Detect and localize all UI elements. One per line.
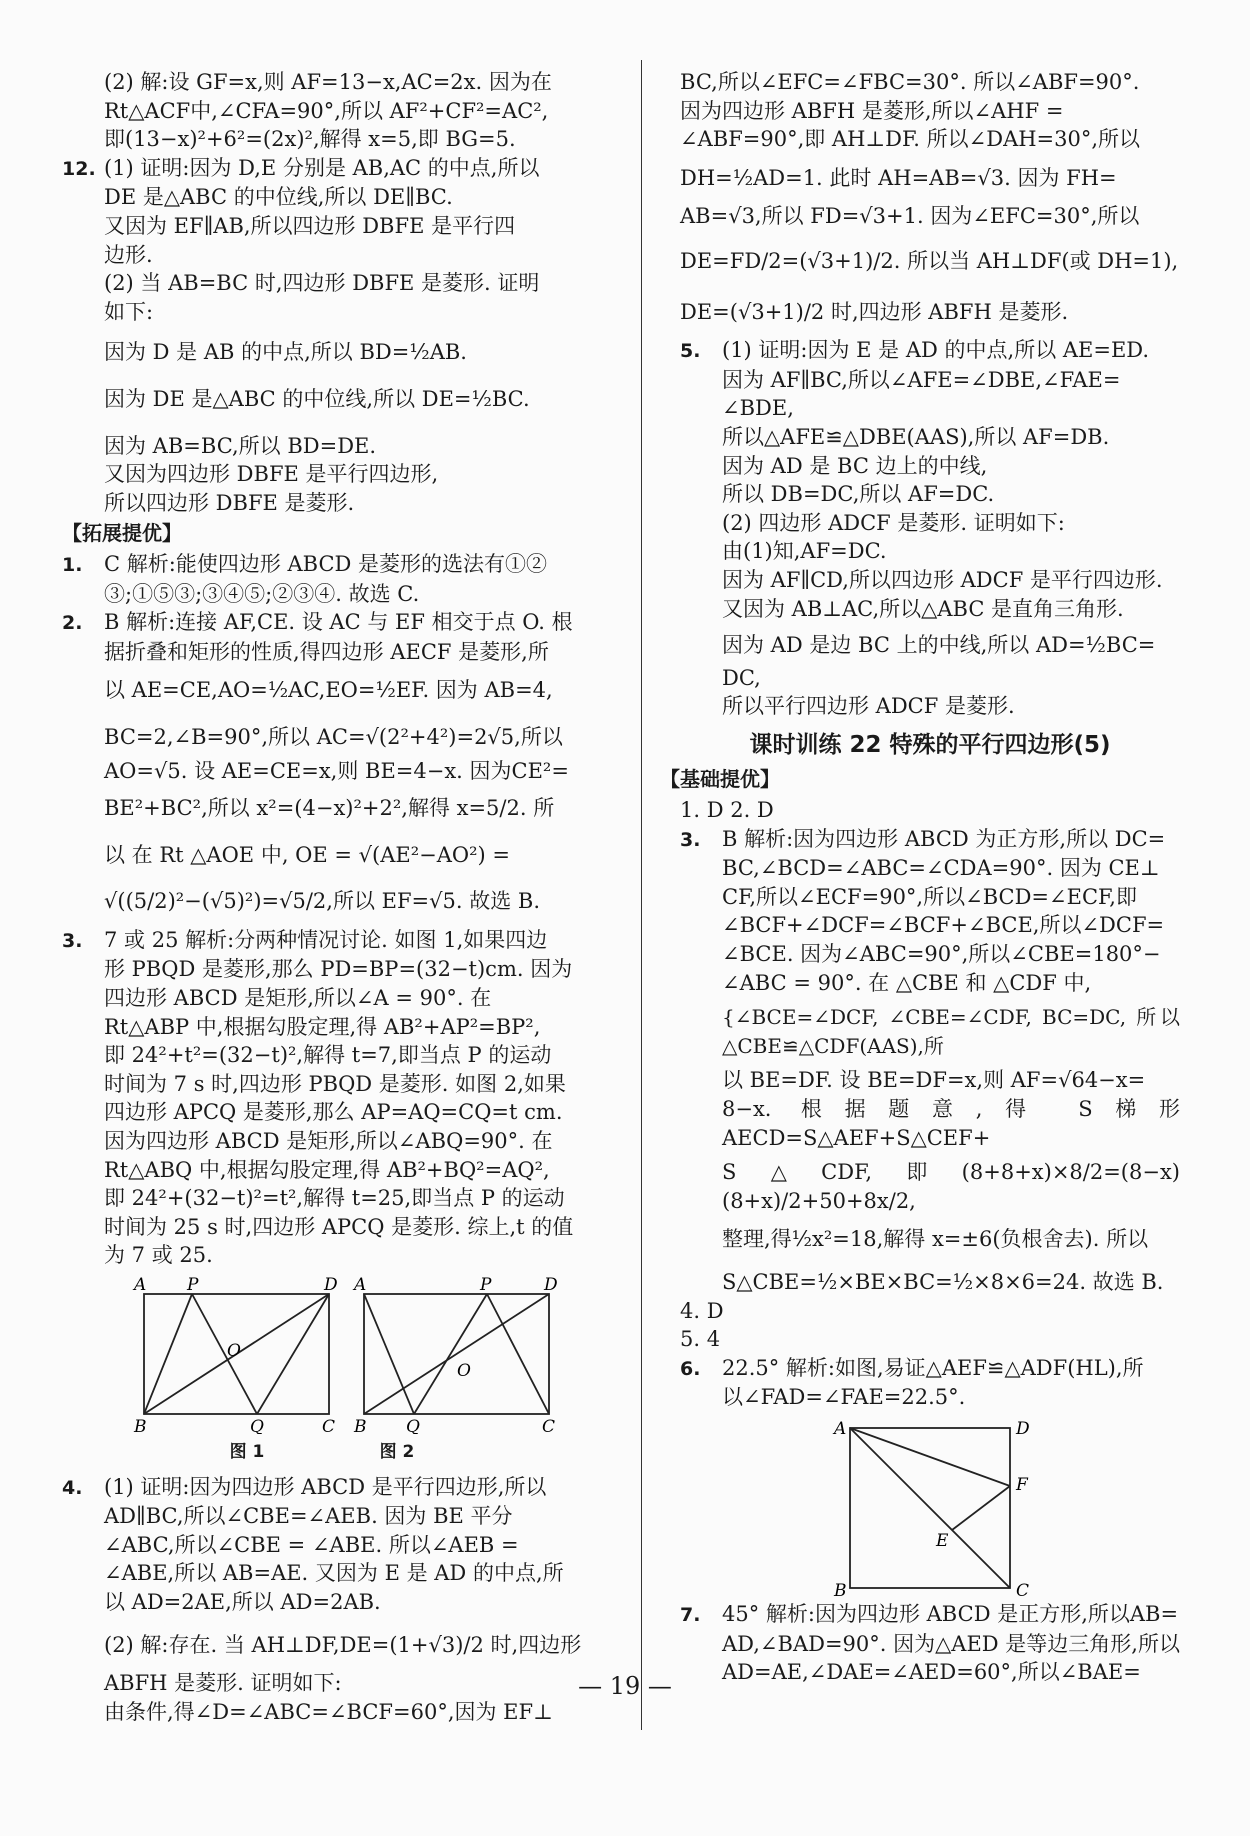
- text-line: (1) 证明:因为 E 是 AD 的中点,所以 AE=ED.: [722, 338, 1150, 363]
- text-line: {∠BCE=∠DCF, ∠CBE=∠CDF, BC=DC, 所以△CBE≌△CDF(AAS),所: [722, 1005, 1180, 1058]
- text-line: 又因为四边形 DBFE 是平行四边形,: [104, 462, 439, 487]
- text-line: AD=AE,∠DAE=∠AED=60°,所以∠BAE=: [722, 1660, 1141, 1685]
- text-line: 时间为 25 s 时,四边形 APCQ 是菱形. 综上,t 的值: [104, 1214, 574, 1239]
- text-line: 以 BE=DF. 设 BE=DF=x,则 AF=√64−x=: [722, 1068, 1146, 1093]
- text-line: Rt△ABP 中,根据勾股定理,得 AB²+AP²=BP²,: [104, 1014, 541, 1039]
- text-line: DE=(√3+1)/2 时,四边形 ABFH 是菱形.: [680, 299, 1069, 324]
- text-line: 即(13−x)²+6²=(2x)²,解得 x=5,即 BG=5.: [104, 127, 516, 152]
- lesson-title: 课时训练 22 特殊的平行四边形(5): [749, 731, 1111, 758]
- answer-1: [62, 550, 614, 580]
- text-line: (2) 解:存在. 当 AH⊥DF,DE=(1+√3)/2 时,四边形: [104, 1632, 582, 1657]
- text-line: 因为 DE 是△ABC 的中位线,所以 DE=½BC.: [104, 386, 530, 411]
- answers-1-2: 1. D 2. D: [680, 798, 774, 823]
- text-line: 8−x. 根据题意,得 S梯形AECD=S△AEF+S△CEF+: [722, 1097, 1180, 1150]
- diagonal-bd: [364, 1294, 549, 1414]
- label-q: Q: [250, 1416, 264, 1434]
- text-line: (2) 解:设 GF=x,则 AF=13−x,AC=2x. 因为在: [104, 70, 552, 94]
- label-a: A: [134, 1274, 147, 1295]
- segment-fe: [952, 1486, 1010, 1530]
- label-a: A: [354, 1274, 367, 1295]
- figure-2-caption: 图 2: [379, 1441, 415, 1462]
- text-line: S△CDF,即(8+8+x)×8/2=(8−x)(8+x)/2+50+8x/2,: [722, 1160, 1180, 1213]
- text-line: 由条件,得∠D=∠ABC=∠BCF=60°,因为 EF⊥: [104, 1699, 553, 1724]
- text-line: 因为 AD 是边 BC 上的中线,所以 AD=½BC=: [722, 633, 1156, 658]
- text-line: 形 PBQD 是菱形,那么 PD=BP=(32−t)cm. 因为: [104, 957, 573, 982]
- segment-af: [850, 1428, 1010, 1486]
- text-line: ③;①⑤③;③④⑤;②③④. 故选 C.: [104, 581, 420, 606]
- text-line: (1) 证明:因为四边形 ABCD 是平行四边形,所以: [104, 1474, 547, 1499]
- question-number: 3.: [62, 929, 83, 952]
- text-line: 即 24²+t²=(32−t)²,解得 t=7,即当点 P 的运动: [104, 1043, 552, 1068]
- text-line: AO=√5. 设 AE=CE=x,则 BE=4−x. 因为CE²=: [104, 759, 569, 784]
- label-d: D: [1016, 1418, 1030, 1439]
- section-heading-extension: 【拓展提优】: [62, 521, 182, 546]
- label-b: B: [834, 1580, 847, 1596]
- label-o: O: [457, 1360, 471, 1381]
- text-line: 以 AD=2AE,所以 AD=2AB.: [104, 1589, 381, 1614]
- label-a: A: [834, 1418, 847, 1439]
- text-line: 所以四边形 DBFE 是菱形.: [104, 490, 355, 515]
- text-line: 因为 D 是 AB 的中点,所以 BD=½AB.: [104, 340, 467, 365]
- text-line: 由(1)知,AF=DC.: [722, 539, 887, 564]
- left-column: [62, 68, 614, 1726]
- question-number: 4.: [62, 1476, 83, 1499]
- text-line: Rt△ACF中,∠CFA=90°,所以 AF²+CF²=AC²,: [104, 98, 549, 123]
- text-line: 22.5° 解析:如图,易证△AEF≌△ADF(HL),所: [722, 1355, 1144, 1380]
- text-line: 边形.: [104, 242, 153, 267]
- text-line: (2) 四边形 ADCF 是菱形. 证明如下:: [722, 510, 1065, 535]
- label-p: P: [480, 1274, 492, 1295]
- label-d: D: [324, 1274, 338, 1295]
- square-figure: [830, 1416, 1050, 1596]
- question-number: 6.: [680, 1357, 701, 1380]
- question-12: [62, 154, 614, 184]
- text-line: 45° 解析:因为四边形 ABCD 是正方形,所以AB=: [722, 1601, 1179, 1626]
- question-number: 3.: [680, 828, 701, 851]
- label-b: B: [134, 1416, 147, 1434]
- text-line: 所以平行四边形 ADCF 是菱形.: [722, 694, 1015, 719]
- answer-2: [62, 608, 614, 638]
- text-line: 因为四边形 ABCD 是矩形,所以∠ABQ=90°. 在: [104, 1129, 553, 1153]
- text-line: 四边形 APCQ 是菱形,那么 AP=AQ=CQ=t cm.: [104, 1100, 563, 1125]
- text-line: B 解析:连接 AF,CE. 设 AC 与 EF 相交于点 O. 根: [104, 610, 573, 635]
- label-d: D: [544, 1274, 558, 1295]
- answer-5: 5. 4: [680, 1327, 721, 1352]
- text-line: DH=½AD=1. 此时 AH=AB=√3. 因为 FH=: [680, 165, 1117, 190]
- text-line: (1) 证明:因为 D,E 分别是 AB,AC 的中点,所以: [104, 155, 540, 180]
- text-line: 整理,得½x²=18,解得 x=±6(负根舍去). 所以: [722, 1227, 1149, 1252]
- text-line: AD∥BC,所以∠CBE=∠AEB. 因为 BE 平分: [104, 1504, 513, 1529]
- text-line: BC,所以∠EFC=∠FBC=30°. 所以∠ABF=90°.: [680, 70, 1140, 94]
- text-line: DE=FD/2=(√3+1)/2. 所以当 AH⊥DF(或 DH=1),: [680, 248, 1179, 273]
- text-line: 7 或 25 解析:分两种情况讨论. 如图 1,如果四边: [104, 927, 548, 952]
- figure-2: [364, 1294, 549, 1414]
- text-line: 以∠FAD=∠FAE=22.5°.: [722, 1385, 966, 1410]
- label-e: E: [936, 1530, 949, 1551]
- label-p: P: [187, 1274, 199, 1295]
- text-line: BE²+BC²,所以 x²=(4−x)²+2²,解得 x=5/2. 所: [104, 796, 555, 821]
- segment-aq: [364, 1294, 414, 1414]
- text-line: CF,所以∠ECF=90°,所以∠BCD=∠ECF,即: [722, 884, 1137, 909]
- text-line: BC,∠BCD=∠ABC=∠CDA=90°. 因为 CE⊥: [722, 856, 1160, 881]
- question-number: 2.: [62, 612, 83, 635]
- text-line: Rt△ABQ 中,根据勾股定理,得 AB²+BQ²=AQ²,: [104, 1157, 550, 1182]
- answer-3: [680, 825, 1180, 855]
- diagonal-ac: [850, 1428, 1010, 1588]
- question-5: [680, 336, 1180, 366]
- answer-4: 4. D: [680, 1298, 724, 1323]
- question-number: 5.: [680, 340, 701, 363]
- text-line: 即 24²+(32−t)²=t²,解得 t=25,即当点 P 的运动: [104, 1186, 565, 1211]
- segment-qd: [257, 1294, 329, 1414]
- question-number: 7.: [680, 1603, 701, 1626]
- text-line: DE 是△ABC 的中位线,所以 DE∥BC.: [104, 185, 453, 210]
- text-line: 据折叠和矩形的性质,得四边形 AECF 是菱形,所: [104, 639, 549, 664]
- text-line: AB=√3,所以 FD=√3+1. 因为∠EFC=30°,所以: [680, 204, 1140, 229]
- text-line: √((5/2)²−(√5)²)=√5/2,所以 EF=√5. 故选 B.: [104, 889, 541, 914]
- text-line: B 解析:因为四边形 ABCD 为正方形,所以 DC=: [722, 826, 1166, 851]
- section-heading-basic: 【基础提优】: [660, 767, 780, 792]
- answer-7: [680, 1600, 1180, 1630]
- segment-pb: [144, 1294, 192, 1414]
- text-line: 因为 AB=BC,所以 BD=DE.: [104, 433, 377, 458]
- column-divider: [641, 60, 642, 1730]
- text-line: BC=2,∠B=90°,所以 AC=√(2²+4²)=2√5,所以: [104, 724, 563, 749]
- text-line: ∠ABC,所以∠CBE = ∠ABE. 所以∠AEB =: [104, 1532, 519, 1557]
- page-number: — 19 —: [578, 1672, 672, 1700]
- figure-1-labels: [132, 1275, 338, 1434]
- text-line: ∠ABF=90°,即 AH⊥DF. 所以∠DAH=30°,所以: [680, 127, 1141, 152]
- segment-pq: [192, 1294, 257, 1414]
- label-f: F: [1016, 1474, 1028, 1495]
- answer-3: [62, 926, 614, 956]
- text-line: 时间为 7 s 时,四边形 PBQD 是菱形. 如图 2,如果: [104, 1071, 566, 1096]
- text-line: 如下:: [104, 299, 154, 324]
- text-line: 为 7 或 25.: [104, 1243, 213, 1268]
- text-line: ∠ABE,所以 AB=AE. 又因为 E 是 AD 的中点,所: [104, 1561, 564, 1586]
- segment-qp: [414, 1294, 487, 1414]
- text-line: ∠ABC = 90°. 在 △CBE 和 △CDF 中,: [722, 970, 1092, 995]
- text-line: 以 AE=CE,AO=½AC,EO=½EF. 因为 AB=4,: [104, 678, 553, 703]
- label-q: Q: [406, 1416, 420, 1434]
- segment-pc: [487, 1294, 549, 1414]
- text-line: 因为四边形 ABFH 是菱形,所以∠AHF =: [680, 98, 1064, 123]
- question-number: 12.: [62, 157, 96, 180]
- text-line: AD,∠BAD=90°. 因为△AED 是等边三角形,所以: [722, 1631, 1180, 1656]
- text-line: 所以 DB=DC,所以 AF=DC.: [722, 482, 995, 507]
- text-line: ∠BCE. 因为∠ABC=90°,所以∠CBE=180°−: [722, 942, 1161, 967]
- text-line: C 解析:能使四边形 ABCD 是菱形的选法有①②: [104, 551, 548, 576]
- text-line: 因为 AD 是 BC 边上的中线,: [722, 453, 988, 478]
- text-line: ∠BCF+∠DCF=∠BCF+∠BCE,所以∠DCF=: [722, 913, 1165, 938]
- text-line: (2) 当 AB=BC 时,四边形 DBFE 是菱形. 证明: [104, 271, 540, 296]
- text-line: 因为 AF∥BC,所以∠AFE=∠DBE,∠FAE=: [722, 367, 1121, 392]
- text-line: 又因为 AB⊥AC,所以△ABC 是直角三角形.: [722, 596, 1124, 621]
- text-line: S△CBE=½×BE×BC=½×8×6=24. 故选 B.: [722, 1269, 1164, 1294]
- text-line: 所以△AFE≌△DBE(AAS),所以 AF=DB.: [722, 424, 1110, 449]
- figure-1-caption: 图 1: [229, 1441, 265, 1462]
- text-line: 四边形 ABCD 是矩形,所以∠A = 90°. 在: [104, 986, 492, 1011]
- text-line: 又因为 EF∥AB,所以四边形 DBFE 是平行四: [104, 213, 516, 238]
- text-line: 以 在 Rt △AOE 中, OE = √(AE²−AO²) =: [104, 842, 511, 867]
- label-c: C: [1016, 1580, 1030, 1596]
- answer-6: [680, 1354, 1180, 1384]
- text-line: ∠BDE,: [722, 396, 794, 421]
- text-line: ABFH 是菱形. 证明如下:: [104, 1671, 342, 1696]
- label-b: B: [354, 1416, 367, 1434]
- label-o: O: [227, 1340, 241, 1361]
- right-column: [660, 68, 1180, 1687]
- label-c: C: [322, 1416, 336, 1434]
- text-line: DC,: [722, 665, 761, 690]
- rectangle-figures: [132, 1274, 612, 1434]
- answer-4: [62, 1473, 614, 1503]
- label-c: C: [542, 1416, 556, 1434]
- question-number: 1.: [62, 553, 83, 576]
- text-line: 因为 AF∥CD,所以四边形 ADCF 是平行四边形.: [722, 567, 1163, 592]
